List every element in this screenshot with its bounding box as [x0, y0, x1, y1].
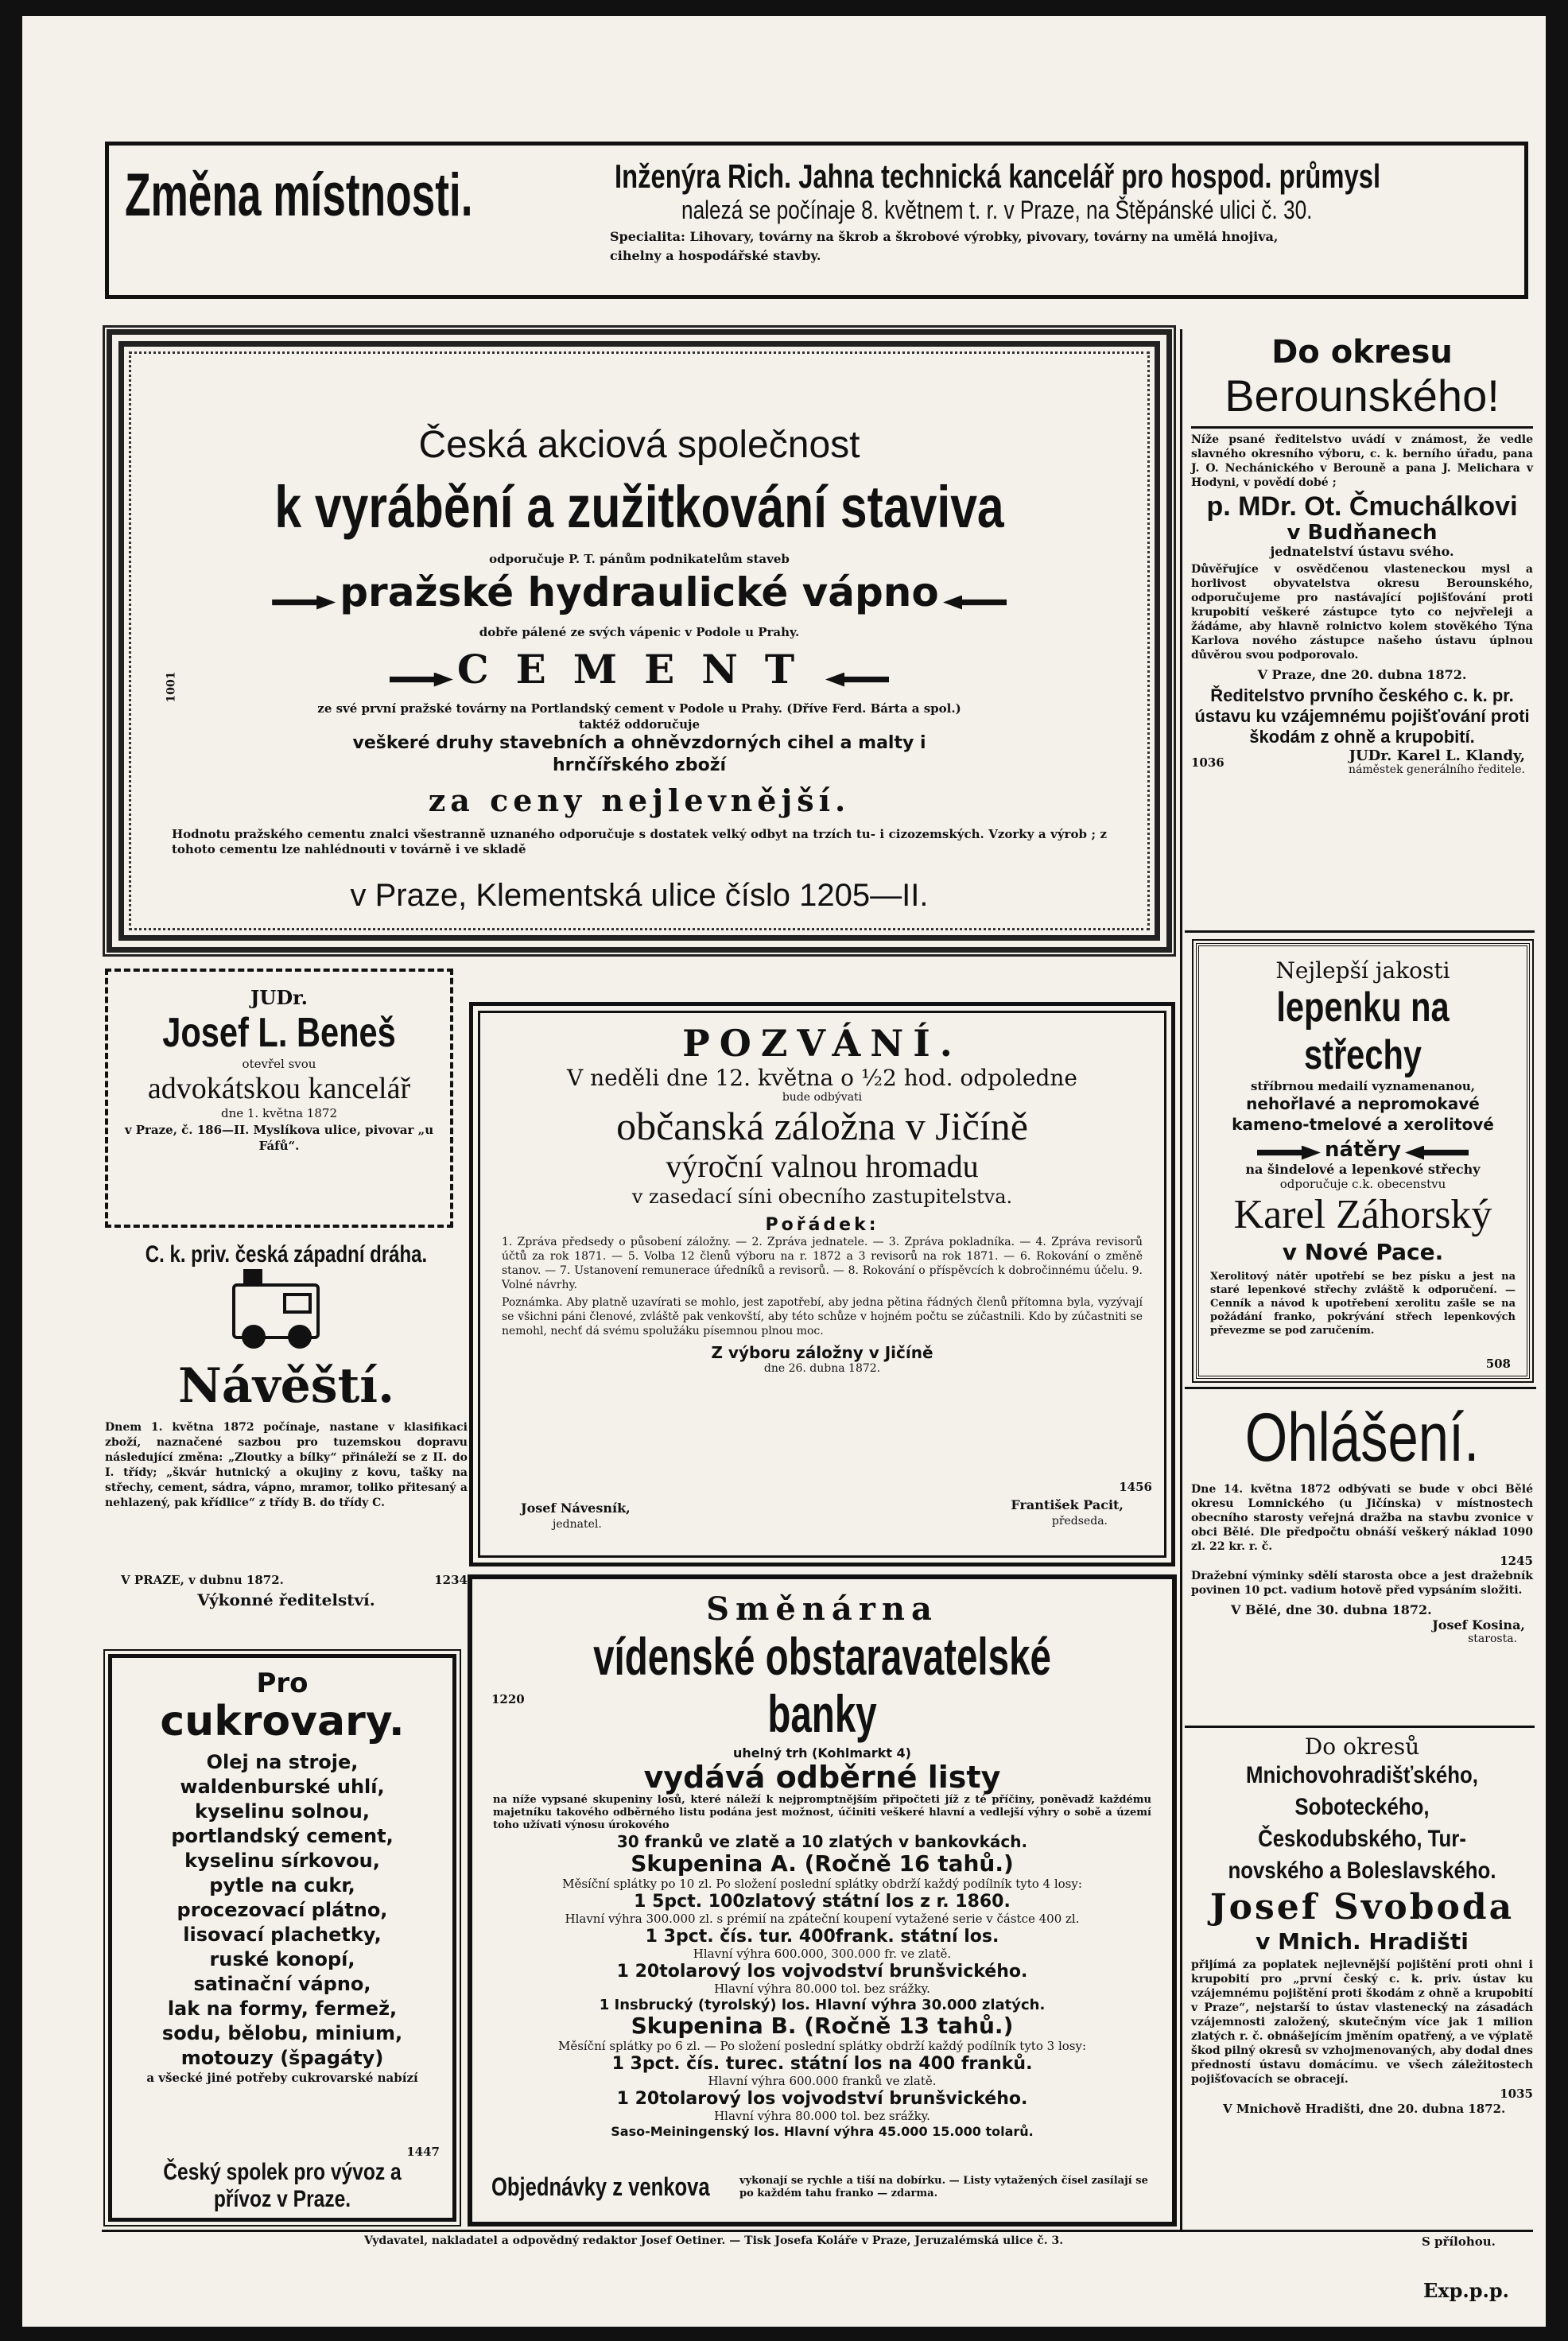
bricks-line: veškeré druhy stavebních a ohněvzdorných cihel a malty i: [352, 733, 926, 753]
pointing-hand-icon: [390, 673, 453, 687]
group-a-8: 1 Insbrucký (tyrolský) los. Hlavní výhra 30.000 zlatých.: [599, 1997, 1046, 2013]
divider: [1185, 1387, 1536, 1389]
svoboda-date: V Mnichově Hradišti, dne 20. dubna 1872.: [1223, 2102, 1506, 2116]
group-b-6: Saso-Meiningenský los. Hlavní výhra 45.000 15.000 tolarů.: [611, 2124, 1034, 2139]
specialty-line-2: cihelny a hospodářské stavby.: [610, 248, 821, 263]
announcement-title: Ohlášení.: [1244, 1400, 1480, 1476]
announcement-body-2: Dražební výminky sdělí starosta obce a jest dražebník povinen 10 pct. vadium hotově před vypsáním složiti.: [1191, 1570, 1533, 1597]
recommends-line: odporučuje P. T. pánům podnikatelům staveb: [489, 552, 790, 566]
divider: [1185, 1726, 1535, 1728]
invitation-l5: v zasedací síni obecního zastupitelstva.: [631, 1186, 1013, 1208]
benes-name: Josef L. Beneš: [162, 1010, 396, 1056]
committee-line: Z výboru záložny v Jičíně: [711, 1343, 933, 1362]
sugar-list-item: lak na formy, fermež,: [167, 1997, 398, 2020]
railway-notice: [105, 1240, 468, 1648]
lime-note: dobře pálené ze svých vápenic v Podole u Prahy.: [479, 625, 800, 639]
chimney: [243, 1269, 262, 1287]
signature: Josef Návesník,: [521, 1500, 631, 1516]
agenda-body: 1. Zpráva předsedy o působení záložny. — 2. Zpráva jednatele. — 3. Zpráva pokladníka. — 4. Zpráva revisorů účtů za rok 1871. — 5. Volba 12 členů výboru na r. 1872 a 3 revisorů na rok 1871. — 6. Rokování o změně stanov. — 7. Ustanovení remunerace úředníků a revisorů. — 8. Rokování o příspěvcích k dobročinnému účelu. 9. Volné návrhy.: [502, 1236, 1143, 1291]
beroun-notice: [1191, 334, 1533, 938]
pointing-hand-icon: [825, 673, 889, 687]
beroun-body: Důvěřujíce v osvědčenou vlasteneckou mysl a horlivost obyvatelstva okresu Berounského, odporučujeme pro nastávající pojišťování proti krupobití veškeré zástupce tyto co nejvřeleji a žádáme, aby hlavně rolnictvo kolem stověkého Týna Karlova nového zástupce našeho ústavu úplnou důvěrou svou podporovalo.: [1191, 563, 1533, 662]
roofing-l4: nehořlavé a nepromokavé kameno-tmelové a xerolitové: [1232, 1094, 1494, 1134]
directorate: Ředitelstvo prvního českého c. k. pr. ústavu ku vzájemnému pojišťování proti škodám z ohně a krupobití.: [1194, 685, 1530, 747]
announcement-date: V Bělé, dne 30. dubna 1872.: [1231, 1602, 1432, 1617]
newspaper-page: [22, 16, 1546, 2327]
roofing-l9: v Nové Pace.: [1282, 1239, 1444, 1265]
svoboda-name: Josef Svoboda: [1209, 1887, 1515, 1928]
ad-number: 1245: [1500, 1554, 1533, 1568]
signature-title: předseda.: [1051, 1515, 1108, 1528]
sugar-list-item: sodu, bělobu, minium,: [161, 2022, 403, 2044]
invitation-title: POZVÁNÍ.: [682, 1022, 962, 1065]
group-a-1: Měsíční splátky po 10 zl. Po složení poslední splátky obdrží každý podílník tyto 4 losy:: [562, 1877, 1082, 1891]
cement-body: Hodnotu pražského cementu znalci všestranně uznaného odporučuje s dostatek velký odbyt na trzích tu- i cizozemských. Vzorky a výrob ; z tohoto cementu lze nahlédnouti v továrně i ve skladě: [172, 827, 1107, 856]
roofing-l6: na šindelové a lepenkové střechy: [1245, 1162, 1481, 1177]
exchange-bank: vídenské obstaravatelské banky: [593, 1627, 1051, 1743]
sugar-tail: a všecké jiné potřeby cukrovarské nabízí: [146, 2071, 418, 2085]
orders-title: Objednávky z venkova: [491, 2172, 710, 2201]
railway-sign: Výkonné ředitelství.: [197, 1590, 375, 1609]
exchange-heading: vydává odběrné listy: [643, 1760, 1001, 1795]
roofing-l2: lepenku na střechy: [1276, 984, 1450, 1078]
signature: Josef Kosina,: [1432, 1617, 1525, 1632]
announcement-body: Dne 14. května 1872 odbývati se bude v obci Bělé okresu Lomnického (u Jičínska) v místnostech obecního starosty veřejná dražba na stavbu zvonice v obci Bělé. Dle předpočtu obnáší veškerý náklad 1090 zl. 22 kr. r. č.: [1191, 1483, 1533, 1553]
roofing-l7: odporučuje c.k. obecenstvu: [1279, 1177, 1446, 1191]
column-rule: [1180, 329, 1182, 2230]
sugar-heading: Pro: [256, 1667, 309, 1699]
sugar-advert: [108, 1654, 456, 2222]
sugar-list-item: waldenburské uhlí,: [180, 1776, 385, 1798]
agent-name: p. MDr. Ot. Čmuchálkovi: [1206, 491, 1518, 522]
divider: [1191, 426, 1533, 429]
pointing-hand-icon: [943, 596, 1007, 610]
pointing-hand-icon: [1257, 1146, 1321, 1160]
sugar-list-item: ruské konopí,: [209, 1948, 355, 1970]
signature-title: náměstek generálního ředitele.: [1349, 763, 1525, 776]
ad-number: 1456: [1119, 1480, 1152, 1494]
sugar-list-item: kyselinu sírkovou,: [184, 1850, 380, 1872]
roofing-body: Xerolitový nátěr upotřebí se bez písku a jest na staré lepenkové střechy zvláště k odporučení. — Cenník a návod k upotřebení xerolitu zašle se na požádání franko, pokrývání střech lepenkových převezme se pod zaručením.: [1210, 1271, 1516, 1337]
railway-title: C. k. priv. česká západní dráha.: [145, 1241, 428, 1268]
roofing-advert: [1196, 943, 1530, 1379]
railway-heading: Návěští.: [178, 1358, 394, 1414]
agent-place: v Budňanech: [1287, 521, 1438, 545]
benes-date: dne 1. května 1872: [220, 1106, 337, 1120]
pointing-hand-icon: [272, 596, 336, 610]
lime-line: pražské hydraulické vápno: [124, 569, 1155, 615]
group-a-4: 1 3pct. čís. tur. 400frank. státní los.: [645, 1927, 999, 1947]
signature-title: starosta.: [1468, 1632, 1517, 1645]
roofing-l5: nátěry: [1199, 1138, 1527, 1162]
group-a-2: 1 5pct. 100zlatový státní los z r. 1860.: [634, 1892, 1011, 1912]
wheel: [242, 1325, 266, 1349]
invitation-advert: [469, 1002, 1175, 1566]
wheel: [288, 1325, 312, 1349]
sugar-list-item: kyselinu solnou,: [195, 1800, 370, 1823]
benes-title: JUDr.: [250, 986, 308, 1009]
ad-number: 1220: [491, 1692, 525, 1706]
beroun-intro: Níže psané ředitelstvo uvádí v známost, že vedle slavného okresního výboru, c. k. berního úřadu, pana J. O. Nechánického v Berouně a pana J. Melichara v Hodyni, v povědí dobé ;: [1191, 433, 1533, 489]
group-b-3: Hlavní výhra 600.000 franků ve zlatě.: [708, 2074, 937, 2088]
specialty-line: Specialita: Lihovary, továrny na škrob a škrobové výrobky, pivovary, továrny na umělá hnojiva,: [610, 229, 1279, 244]
pottery-line: hrnčířského zboží: [552, 755, 727, 775]
svoboda-districts: Mnichovohradišťského, Soboteckého, Českodubského, Turnovského a Boleslavského.: [1228, 1762, 1496, 1884]
group-a: Skupenina A. (Ročně 16 tahů.): [631, 1850, 1014, 1877]
invitation-l4: výroční valnou hromadu: [666, 1148, 979, 1184]
exchange-address: uhelný trh (Kohlmarkt 4): [733, 1745, 911, 1761]
imprint: Vydavatel, nakladatel a odpovědný redaktor Josef Oetiner. — Tisk Josefa Koláře v Praze, Jeruzalémská ulice č. 3.: [364, 2234, 1064, 2247]
exchange-title: Směnárna: [706, 1590, 938, 1628]
ad-number: 1035: [1500, 2087, 1533, 2101]
group-a-3: Hlavní výhra 300.000 zl. s prémií na zpáteční koupení vytažené serie v částce 400 zl.: [565, 1912, 1080, 1926]
company-purpose: k vyrábění a zužitkování staviva: [274, 474, 1004, 540]
sugar-heading-2: cukrovary.: [160, 1698, 405, 1745]
invitation-date: dne 26. dubna 1872.: [763, 1362, 881, 1375]
divider: [1185, 930, 1535, 933]
corner-mark: Exp.p.p.: [1423, 2279, 1510, 2302]
sugar-list-item: motouzy (špagáty): [180, 2047, 384, 2069]
exchange-price: 30 franků ve zlatě a 10 zlatých v bankovkách.: [616, 1832, 1028, 1851]
invitation-l1: V neděli dne 12. května o ½2 hod. odpoledne: [567, 1065, 1077, 1091]
group-a-5: Hlavní výhra 600.000, 300.000 fr. ve zlatě.: [693, 1947, 952, 1961]
headline: Změna místnosti.: [125, 161, 473, 229]
ad-number: 1036: [1191, 755, 1225, 770]
cement-advert: [107, 329, 1172, 953]
sugar-list-item: procezovací plátno,: [177, 1899, 388, 1921]
pointing-hand-icon: [1405, 1146, 1469, 1160]
sugar-list-item: portlandský cement,: [171, 1825, 394, 1847]
sugar-footer: Český spolek pro vývoz a: [163, 2159, 402, 2185]
sugar-list-item: lisovací plachetky,: [183, 1924, 382, 1946]
sugar-list-item: Olej na stroje,: [206, 1751, 359, 1773]
orders-note: vykonají se rychle a tiší na dobírku. — Listy vytažených čísel zasílají se po každém tahu franko — zdarma.: [739, 2174, 1148, 2199]
sugar-list-item: satinační vápno,: [193, 1973, 371, 1995]
svoboda-place: v Mnich. Hradišti: [1256, 1928, 1469, 1955]
beroun-heading-2: Berounského!: [1225, 371, 1500, 421]
sugar-list-item: pytle na cukr,: [209, 1874, 355, 1896]
agency-line: jednatelství ústavu svého.: [1270, 544, 1454, 559]
group-b-4: 1 20tolarový los vojvodství brunšvického.: [616, 2089, 1028, 2109]
railway-body: Dnem 1. května 1872 počínaje, nastane v klasifikaci zboží, naznačené sazbou pro tuzemskou dopravu následující změna: „Zloutky a bílky“ přináleží se z II. do I. třídy; „škvár hutnický a okujiny z kovu, tašky na střechy, cement, sádra, vápno, mramor, toliko přitesaný a nehlazený, pak křídlice“ z třídy B. do třídy C.: [105, 1421, 468, 1509]
address-line: nalezá se počínaje 8. květnem t. r. v Praze, na Štěpánské ulici č. 30.: [681, 196, 1313, 224]
notice-change-of-premises: [105, 142, 1528, 299]
cab: [283, 1293, 312, 1314]
group-a-7: Hlavní výhra 80.000 tol. bez srážky.: [714, 1982, 930, 1996]
benes-address: v Praze, č. 186—II. Myslíkova ulice, pivovar „u Fáfů“.: [124, 1123, 434, 1153]
group-b: Skupenina B. (Ročně 13 tahů.): [631, 2013, 1014, 2039]
announcement: [1191, 1387, 1533, 1737]
railway-date: V PRAZE, v dubnu 1872.: [121, 1573, 284, 1587]
ad-number: 1234: [434, 1573, 468, 1587]
agenda-heading: Pořádek:: [765, 1215, 879, 1235]
group-b-5: Hlavní výhra 80.000 tol. bez srážky.: [714, 2109, 930, 2123]
supplement-note: S přílohou.: [1422, 2234, 1496, 2249]
signature: František Pacit,: [1011, 1497, 1124, 1512]
prices-line: za ceny nejlevnější.: [428, 782, 851, 818]
address: v Praze, Klementská ulice číslo 1205—II.: [350, 878, 929, 913]
invitation-l3: občanská záložna v Jičíně: [616, 1104, 1028, 1148]
cement-note: ze své první pražské továrny na Portlandský cement v Podole u Prahy. (Dříve Ferd. Bárta a spol.): [317, 701, 961, 716]
svoboda-notice: [1191, 1733, 1533, 2211]
signature-title: jednatel.: [553, 1518, 602, 1531]
sugar-footer-2: přívoz v Praze.: [213, 2186, 351, 2212]
exchange-advert: [468, 1574, 1177, 2226]
ad-number: 508: [1485, 1357, 1511, 1371]
firm-line: Inženýra Rich. Jahna technická kancelář pro hospod. průmysl: [615, 157, 1381, 195]
cement-heading: CEMENT: [124, 646, 1155, 693]
invitation-l2: bude odbývati: [782, 1091, 863, 1104]
group-b-1: Měsíční splátky po 6 zl. — Po složení poslední splátky obdrží každý podílník tyto 3 losy:: [557, 2039, 1086, 2053]
benes-office: advokátskou kancelář: [147, 1072, 411, 1105]
svoboda-heading: Do okresů: [1304, 1733, 1420, 1760]
orders-line: [491, 2172, 1153, 2202]
beroun-date: V Praze, dne 20. dubna 1872.: [1257, 667, 1467, 682]
sugar-list: [112, 1750, 452, 2071]
roofing-l3: stříbrnou medailí vyznamenanou,: [1251, 1079, 1475, 1093]
group-a-6: 1 20tolarový los vojvodství brunšvického.: [616, 1962, 1028, 1982]
group-b-2: 1 3pct. čís. turec. státní los na 400 franků.: [611, 2054, 1033, 2074]
roofing-l8: Karel Záhorský: [1233, 1192, 1492, 1237]
benes-advert: [105, 969, 453, 1228]
footer-rule: [102, 2230, 1533, 2232]
signature: JUDr. Karel L. Klandy,: [1349, 747, 1525, 764]
note-body: Poznámka. Aby platně uzavírati se mohlo, jest zapotřebí, aby jedna pětina řádných členů přítomna byla, vyzývají se všichni páni členové, zvláště pak venkovští, aby této schůze v hojném počtu se zúčastnili. Kdo by zúčastniti se nemohl, nechť dá svému spolužáku písemnou plnou moc.: [502, 1296, 1143, 1337]
company-name: Česká akciová společnost: [418, 424, 860, 466]
exchange-intro: na níže vypsané skupeniny losů, které náleží k nejpromptnějším připočteti jíž z té příčiny, poněvadž každému majetníku takového odběrného listu podána jest možnost, účiniti veškeré hlavní a vedlejší výhry o sobě a území toho užívati výnosu úrokového: [493, 1794, 1151, 1831]
ad-number: 1447: [406, 2145, 440, 2159]
roofing-l1: Nejlepší jakosti: [1275, 957, 1450, 984]
beroun-heading: Do okresu: [1271, 334, 1453, 371]
also-line: taktéž oddoručuje: [578, 717, 701, 732]
benes-opened: otevřel svou: [242, 1057, 316, 1071]
locomotive-icon: [232, 1283, 320, 1339]
ad-number: 1001: [165, 671, 178, 703]
svoboda-body: přijímá za poplatek nejlevnější pojištění proti ohni i krupobití pro „první český c. k. priv. ústav ku vzájemnému pojištění proti škodám z ohně a krupobití v Praze“, nejstarší to ústav vlastenecký na zásadách vzájemnosti založený, skutečným více jak 1 milion zlatých r. č. obnášejícím jměním opatřený, a ve výplatě škod pilný okresů sv vzhojmenovaných, aby dodal dnes předností ústavu domácímu. ve všech záležitostech pojišťovacích se obracejí.: [1191, 1959, 1533, 2086]
